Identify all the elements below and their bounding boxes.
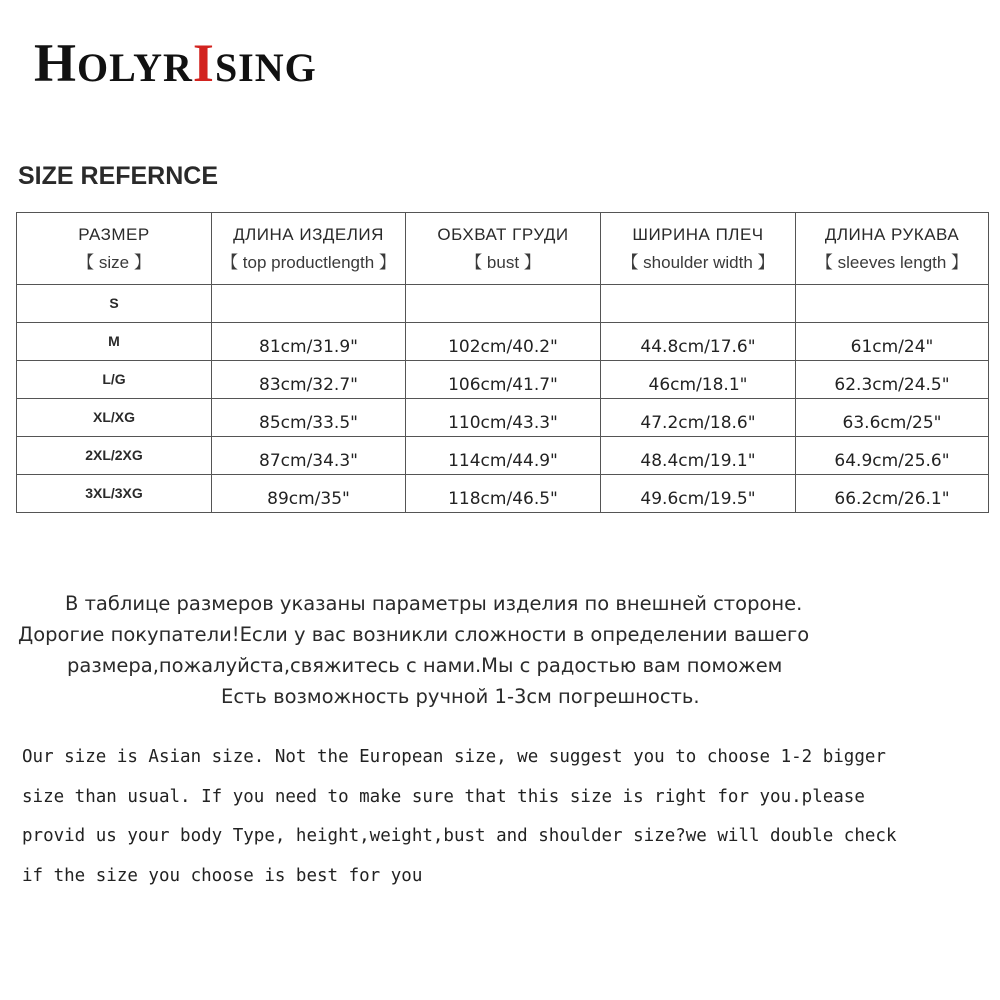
- shoulder-value: 48.4cm/19.1": [640, 450, 756, 471]
- english-note-line: provid us your body Type, height,weight,bust and shoulder size?we will double check: [22, 826, 897, 846]
- bust-cell: [406, 437, 601, 475]
- length-value: 85cm/33.5": [259, 412, 358, 433]
- shoulder-cell: [601, 323, 796, 361]
- sleeves-value: 64.9cm/25.6": [834, 450, 950, 471]
- russian-note-line: размера,пожалуйста,свяжитесь с нами.Мы с радостью вам поможем: [67, 654, 783, 677]
- bust-cell: [406, 323, 601, 361]
- sleeves-value: 62.3cm/24.5": [834, 374, 950, 395]
- sleeves-cell: [796, 285, 989, 323]
- bust-cell: [406, 285, 601, 323]
- header-length: [212, 213, 406, 285]
- size-label: L/G: [102, 370, 126, 387]
- length-cell: [212, 323, 406, 361]
- header-size-sub: 【 size 】: [77, 252, 151, 272]
- table-row: [17, 437, 989, 475]
- table-row: [17, 361, 989, 399]
- header-bust: [406, 213, 601, 285]
- sleeves-value: 66.2cm/26.1": [834, 488, 950, 509]
- header-sleeves-sub: 【 sleeves length 】: [815, 252, 969, 272]
- length-cell: [212, 475, 406, 513]
- russian-note-line: В таблице размеров указаны параметры изделия по внешней стороне.: [65, 592, 803, 615]
- section-title: SIZE REFERNCE: [18, 162, 219, 190]
- shoulder-cell: [601, 437, 796, 475]
- logo-letters-sing: SING: [214, 45, 317, 90]
- bust-value: 118cm/46.5": [448, 488, 558, 509]
- bust-value: 106cm/41.7": [448, 374, 558, 395]
- english-note: [22, 738, 992, 896]
- logo-letters-olyr: OLYR: [77, 45, 193, 90]
- sleeves-cell: [796, 361, 989, 399]
- size-label: 2XL/2XG: [85, 446, 143, 463]
- bust-value: 102cm/40.2": [448, 336, 558, 357]
- shoulder-value: 47.2cm/18.6": [640, 412, 756, 433]
- bust-cell: [406, 361, 601, 399]
- header-size-main: РАЗМЕР: [78, 224, 150, 244]
- header-bust-sub: 【 bust 】: [465, 252, 541, 272]
- size-cell: [17, 437, 212, 475]
- bust-value: 114cm/44.9": [448, 450, 558, 471]
- length-value: 83cm/32.7": [259, 374, 358, 395]
- header-shoulder-sub: 【 shoulder width 】: [621, 252, 775, 272]
- table-row: [17, 399, 989, 437]
- length-cell: [212, 437, 406, 475]
- table-row: [17, 323, 989, 361]
- header-length-main: ДЛИНА ИЗДЕЛИЯ: [233, 224, 384, 244]
- length-cell: [212, 361, 406, 399]
- size-cell: [17, 361, 212, 399]
- shoulder-value: 49.6cm/19.5": [640, 488, 756, 509]
- english-note-line: Our size is Asian size. Not the European size, we suggest you to choose 1-2 bigger: [22, 747, 886, 767]
- size-label: M: [108, 332, 120, 349]
- sleeves-value: 63.6cm/25": [842, 412, 942, 433]
- size-cell: [17, 323, 212, 361]
- bust-cell: [406, 475, 601, 513]
- header-shoulder-main: ШИРИНА ПЛЕЧ: [632, 224, 764, 244]
- russian-note: [10, 588, 1000, 712]
- size-label: XL/XG: [92, 408, 135, 425]
- header-bust-main: ОБХВАТ ГРУДИ: [437, 224, 569, 244]
- size-cell: [17, 475, 212, 513]
- sleeves-cell: [796, 399, 989, 437]
- length-value: 89cm/35": [267, 488, 350, 509]
- size-table: [16, 212, 989, 513]
- header-sleeves-main: ДЛИНА РУКАВА: [824, 224, 960, 244]
- size-cell: [17, 399, 212, 437]
- english-note-line: size than usual. If you need to make sure that this size is right for you.please: [22, 786, 865, 807]
- header-sleeves: [796, 213, 989, 285]
- shoulder-cell: [601, 361, 796, 399]
- shoulder-cell: [601, 285, 796, 323]
- sleeves-value: 61cm/24": [850, 336, 934, 357]
- size-cell: [17, 285, 212, 323]
- header-length-sub: 【 top productlength 】: [221, 252, 396, 272]
- shoulder-cell: [601, 475, 796, 513]
- shoulder-value: 44.8cm/17.6": [640, 336, 756, 357]
- sleeves-cell: [796, 323, 989, 361]
- bust-cell: [406, 399, 601, 437]
- sleeves-cell: [796, 475, 989, 513]
- length-value: 81cm/31.9": [259, 336, 358, 357]
- table-row: [17, 285, 989, 323]
- russian-note-line: Есть возможность ручной 1-3см погрешность.: [221, 685, 700, 708]
- sleeves-cell: [796, 437, 989, 475]
- table-row: [17, 475, 989, 513]
- logo-letter-h: H: [34, 33, 78, 93]
- header-shoulder: [601, 213, 796, 285]
- shoulder-value: 46cm/18.1": [648, 374, 748, 395]
- english-note-line: if the size you choose is best for you: [22, 865, 423, 886]
- size-label: S: [109, 294, 119, 311]
- size-label: 3XL/3XG: [85, 484, 143, 501]
- russian-note-line: Дорогие покупатели!Если у вас возникли сложности в определении вашего: [18, 623, 810, 646]
- table-header-row: [17, 213, 989, 285]
- logo-letter-i: I: [192, 33, 215, 93]
- brand-logo: [34, 33, 317, 93]
- length-value: 87cm/34.3": [259, 450, 358, 471]
- bust-value: 110cm/43.3": [448, 412, 558, 433]
- length-cell: [212, 399, 406, 437]
- header-size: [17, 213, 212, 285]
- length-cell: [212, 285, 406, 323]
- shoulder-cell: [601, 399, 796, 437]
